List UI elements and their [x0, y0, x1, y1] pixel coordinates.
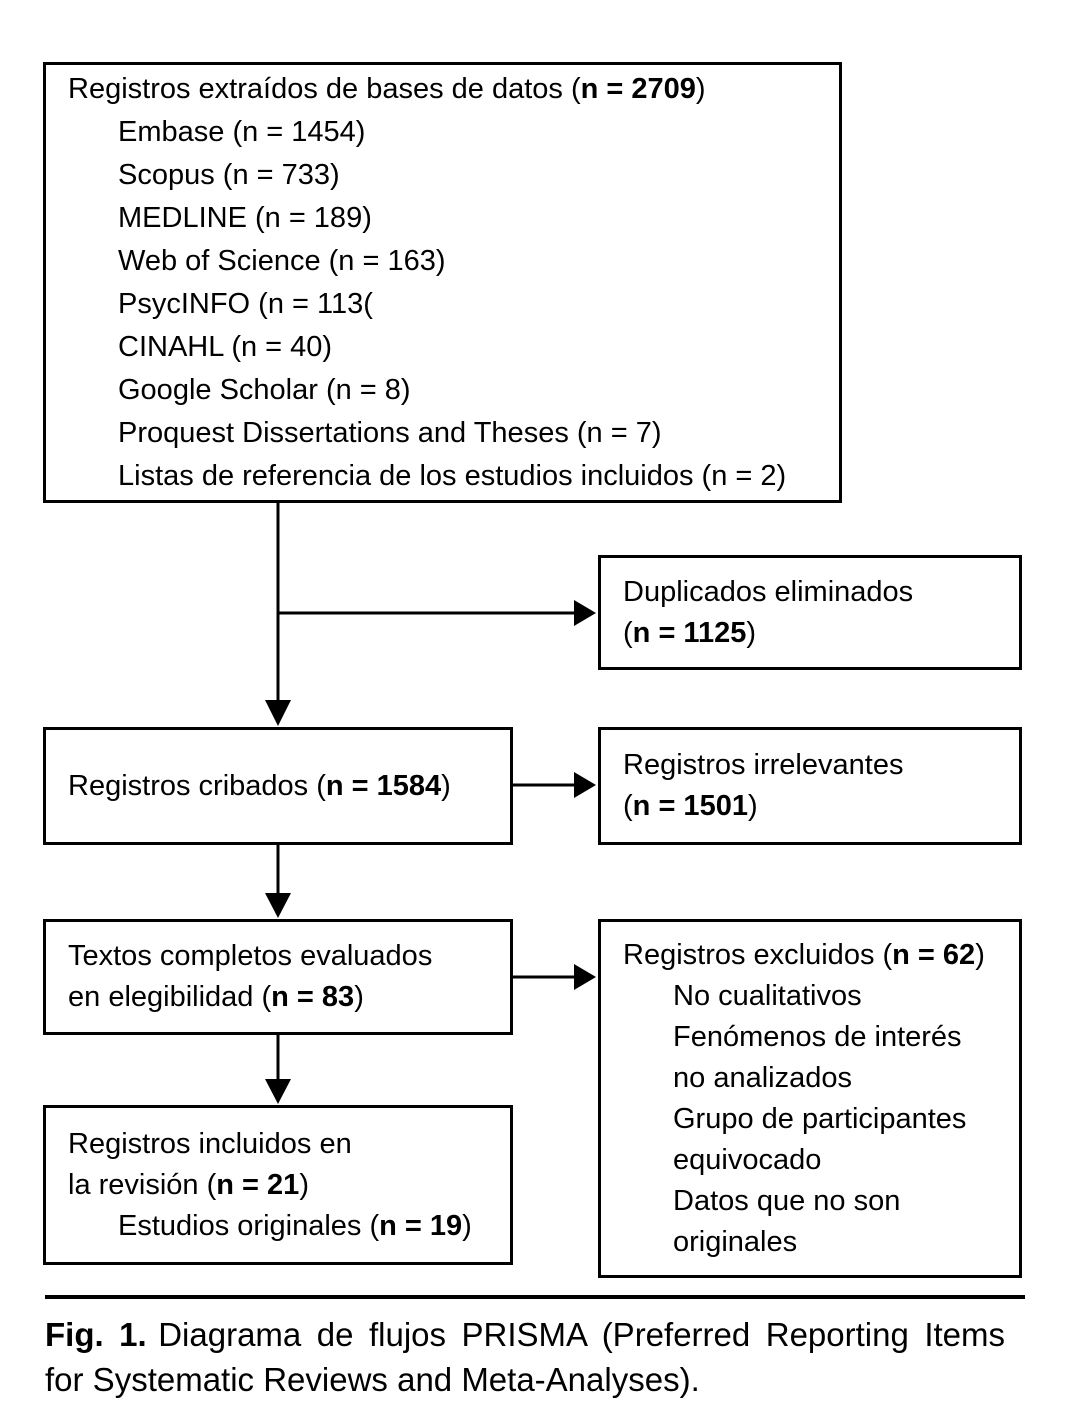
- box-line: [623, 613, 1009, 654]
- line-text: equivocado: [673, 1143, 822, 1176]
- connector-fulltext-to-included: [265, 1035, 291, 1104]
- box-fulltext-assessed: [43, 919, 513, 1035]
- line-text: Scopus (n = 733): [118, 158, 340, 191]
- connector-screened-to-fulltext: [265, 845, 291, 918]
- line-text: Textos completos evaluados: [68, 940, 433, 972]
- box-line: [673, 1181, 1009, 1222]
- line-text: Registros irrelevantes: [623, 749, 904, 781]
- line-text: Proquest Dissertations and Theses (n = 7): [118, 416, 662, 449]
- line-text: la revisión (: [68, 1168, 217, 1201]
- line-text: Registros excluidos (: [623, 938, 893, 971]
- arrow-down-icon: [265, 700, 291, 726]
- line-text: Duplicados eliminados: [623, 575, 914, 608]
- count-value: n = 1501: [632, 790, 748, 822]
- line-text: Datos que no son: [673, 1184, 901, 1217]
- box-line: [673, 1140, 1009, 1181]
- box-line: [118, 240, 829, 283]
- box-line: [68, 977, 500, 1018]
- line-text: ): [746, 616, 757, 649]
- line-text: Registros incluidos en: [68, 1127, 352, 1160]
- line-text: No cualitativos: [673, 979, 862, 1012]
- line-text: Registros extraídos de bases de datos (: [68, 72, 581, 105]
- box-line: [68, 766, 500, 807]
- line-text: Fenómenos de interés: [673, 1020, 962, 1053]
- box-line: [118, 369, 829, 412]
- box-line: [118, 455, 829, 498]
- box-line: [68, 1124, 500, 1165]
- line-text: ): [299, 1168, 309, 1201]
- line-text: CINAHL (n = 40): [118, 330, 333, 363]
- box-records-screened: [43, 727, 513, 845]
- box-line: [118, 326, 829, 369]
- arrow-right-icon: [574, 600, 596, 626]
- connector-branch-to-duplicates: [278, 600, 596, 626]
- box-line: [673, 1099, 1009, 1140]
- box-line: [68, 68, 829, 111]
- count-value: n = 21: [216, 1168, 300, 1201]
- line-text: (: [623, 616, 633, 649]
- box-line: [118, 412, 829, 455]
- box-records-included: [43, 1105, 513, 1265]
- arrow-right-icon: [574, 964, 596, 990]
- line-text: Listas de referencia de los estudios incluidos (n = 2): [118, 459, 787, 492]
- box-duplicates-removed: [598, 555, 1022, 670]
- line-text: ): [695, 72, 706, 105]
- box-line: [673, 1017, 1009, 1058]
- count-value: n = 1125: [632, 616, 747, 649]
- box-line: [623, 572, 1009, 613]
- line-text: Web of Science (n = 163): [118, 244, 446, 277]
- line-text: ): [462, 1209, 472, 1242]
- box-records-identified: [43, 62, 842, 503]
- line-text: en elegibilidad (: [68, 981, 272, 1013]
- box-line: [68, 936, 500, 977]
- box-records-excluded: [598, 919, 1022, 1278]
- box-line: [68, 1165, 500, 1206]
- box-line: [673, 976, 1009, 1017]
- line-text: MEDLINE (n = 189): [118, 201, 372, 234]
- figure-caption-text: Diagrama de flujos PRISMA (Preferred Reporting Items for Systematic Reviews and Meta-Analyses).: [45, 1316, 1005, 1398]
- arrow-right-icon: [574, 772, 596, 798]
- count-value: n = 62: [892, 938, 976, 971]
- box-line: [118, 154, 829, 197]
- box-line: [673, 1222, 1009, 1263]
- line-text: ): [747, 790, 758, 822]
- connector-screened-to-irrelevant: [513, 772, 596, 798]
- line-text: Estudios originales (: [118, 1209, 380, 1242]
- line-text: ): [975, 938, 985, 971]
- count-value: n = 1584: [325, 769, 442, 802]
- box-line: [623, 935, 1009, 976]
- figure-caption: [45, 1312, 1005, 1402]
- line-text: Registros cribados (: [68, 769, 326, 802]
- box-line: [118, 111, 829, 154]
- count-value: n = 2709: [580, 72, 696, 105]
- connector-fulltext-to-excluded: [513, 964, 596, 990]
- count-value: n = 19: [379, 1209, 463, 1242]
- arrow-down-icon: [265, 1079, 291, 1104]
- caption-divider: [45, 1295, 1025, 1299]
- line-text: originales: [673, 1225, 798, 1258]
- box-line: [118, 197, 829, 240]
- count-value: n = 83: [271, 981, 355, 1013]
- line-text: Google Scholar (n = 8): [118, 373, 411, 406]
- line-text: ): [354, 981, 364, 1013]
- line-text: no analizados: [673, 1061, 852, 1094]
- line-text: (: [623, 790, 633, 822]
- line-text: ): [441, 769, 451, 802]
- line-text: Grupo de participantes: [673, 1102, 967, 1135]
- box-line: [623, 745, 1009, 786]
- box-line: [118, 283, 829, 326]
- box-line: [623, 786, 1009, 827]
- line-text: PsycINFO (n = 113(: [118, 287, 373, 320]
- line-text: Embase (n = 1454): [118, 115, 366, 148]
- box-line: [118, 1206, 500, 1247]
- figure-caption-label: Fig. 1.: [45, 1316, 147, 1353]
- box-records-irrelevant: [598, 727, 1022, 845]
- box-line: [673, 1058, 1009, 1099]
- arrow-down-icon: [265, 893, 291, 918]
